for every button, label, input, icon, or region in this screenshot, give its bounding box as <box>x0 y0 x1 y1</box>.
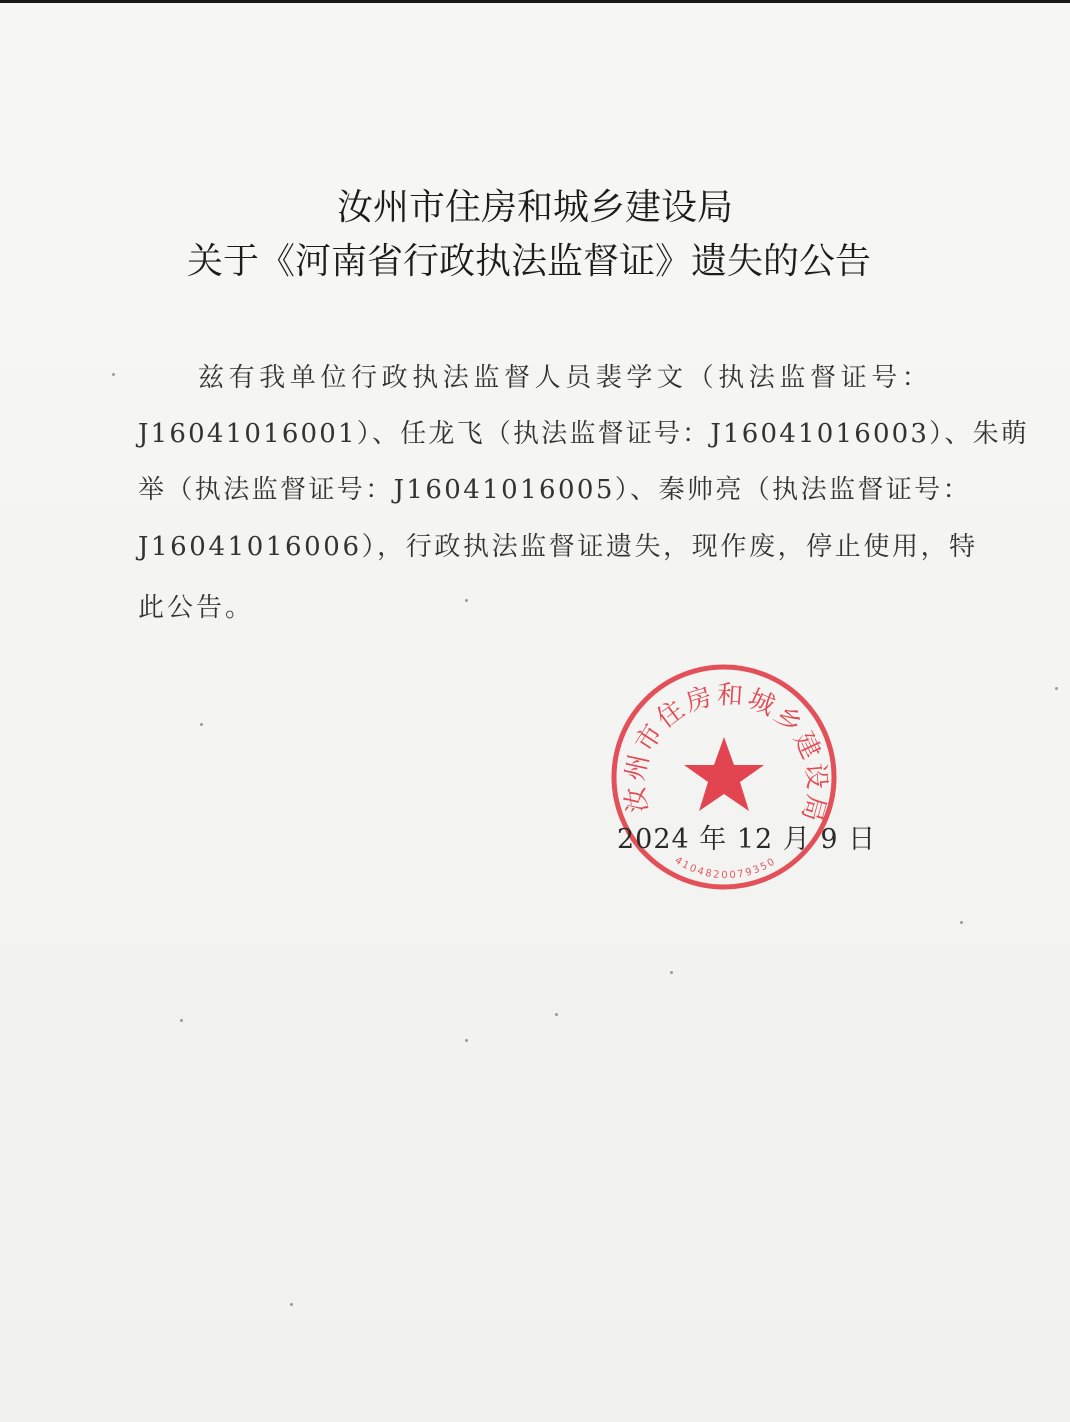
notice-page <box>0 3 1070 1422</box>
paper-speck <box>1055 687 1058 690</box>
paper-speck <box>112 373 115 376</box>
notice-title-line1: 汝州市住房和城乡建设局 <box>336 187 733 228</box>
notice-title-line2: 关于《河南省行政执法监督证》遗失的公告 <box>186 241 871 282</box>
body-line-5: 此公告。 <box>138 593 255 623</box>
paper-speck <box>960 921 963 924</box>
paper-speck <box>465 1039 468 1042</box>
paper-speck <box>555 1013 558 1016</box>
paper-speck <box>670 971 673 974</box>
body-line-1: 兹有我单位行政执法监督人员裴学文（执法监督证号： <box>198 363 933 393</box>
seal-text: 汝州市住房和城乡建设局 <box>620 680 832 828</box>
body-line-2: J16041016001）、任龙飞（执法监督证号：J16041016003）、朱萌 <box>138 419 1029 449</box>
body-line-3: 举（执法监督证号：J16041016005）、秦帅亮（执法监督证号： <box>138 475 971 505</box>
paper-speck <box>290 1303 293 1306</box>
seal-code: 4104820079350 <box>672 855 779 882</box>
body-line-4: J16041016006），行政执法监督证遗失，现作废，停止使用，特 <box>138 532 978 562</box>
paper-speck <box>200 723 203 726</box>
seal-star-icon <box>684 737 764 811</box>
notice-date: 2024 年 12 月 9 日 <box>617 824 877 855</box>
paper-speck <box>465 599 468 602</box>
paper-speck <box>180 1019 183 1022</box>
official-seal <box>608 661 840 893</box>
